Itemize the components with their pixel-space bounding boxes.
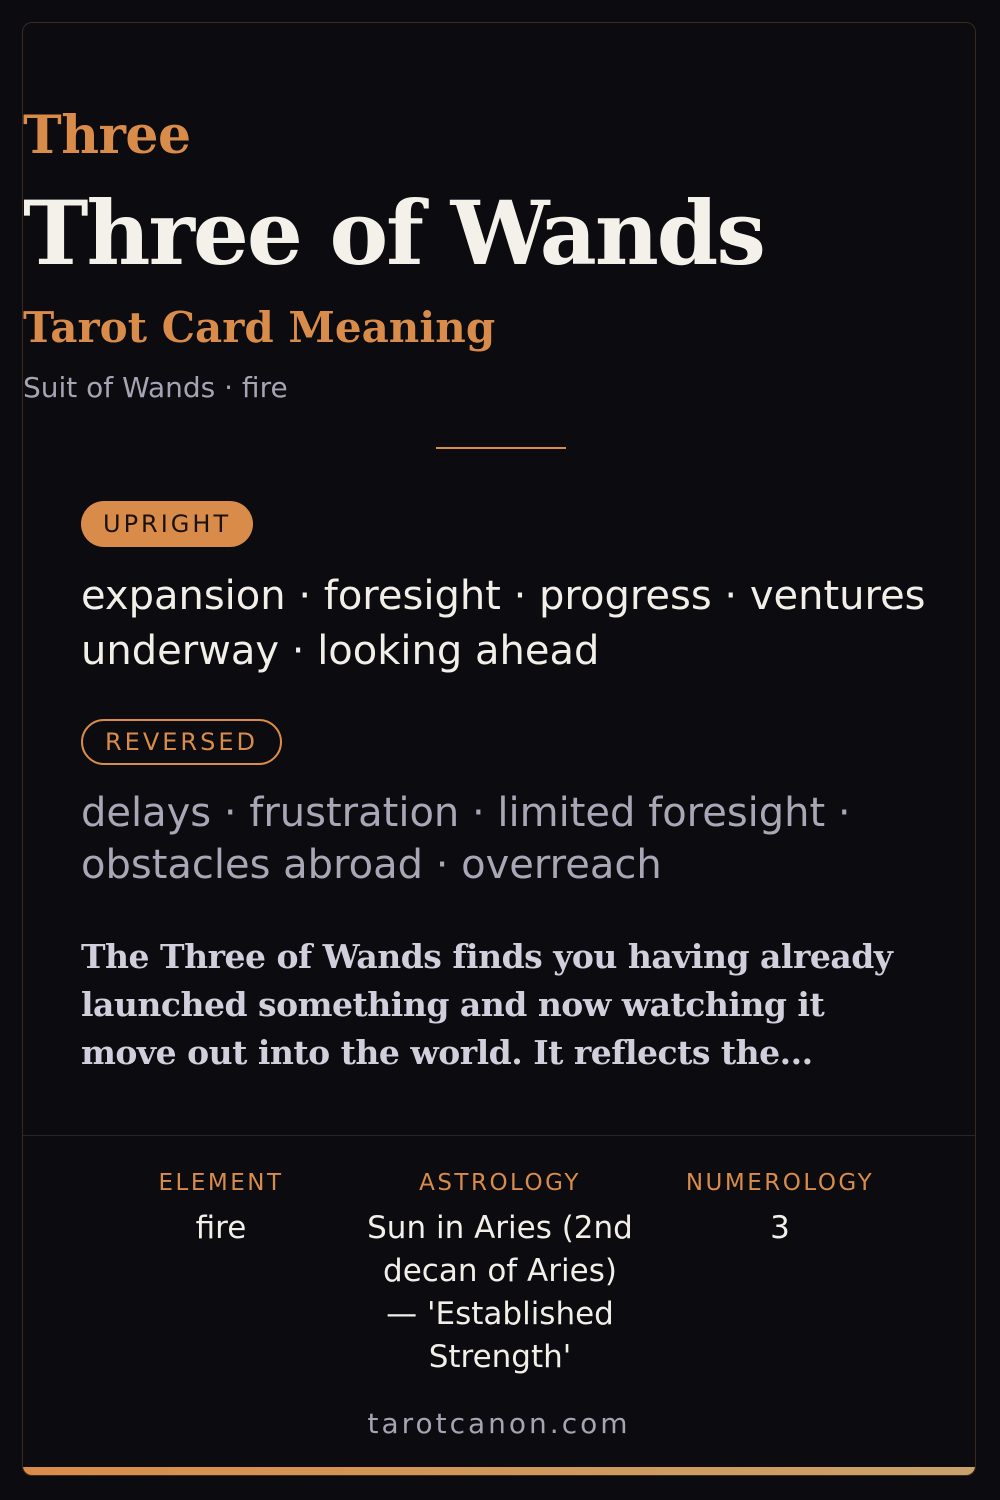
card-subtitle: Tarot Card Meaning xyxy=(23,303,496,352)
fact-element xyxy=(81,1163,361,1250)
fact-astrology-value: Sun in Aries (2nd decan of Aries) — 'Established Strength' xyxy=(367,1210,633,1375)
fact-numerology-label: NUMEROLOGY xyxy=(685,1170,875,1196)
fact-numerology xyxy=(640,1163,920,1250)
facts-row xyxy=(23,1163,975,1403)
card-summary: The Three of Wands finds you having already launched something and now watching it move out into the world. It reflects the... xyxy=(81,937,893,1072)
footer-divider xyxy=(23,1135,975,1136)
fact-numerology-value: 3 xyxy=(770,1210,790,1246)
reversed-badge: REVERSED xyxy=(81,719,282,765)
tarot-card xyxy=(22,22,976,1476)
upright-badge: UPRIGHT xyxy=(81,501,253,547)
fact-element-value: fire xyxy=(195,1210,247,1246)
reversed-keywords: delays · frustration · limited foresight · obstacles abroad · overreach xyxy=(81,790,851,888)
fact-element-label: ELEMENT xyxy=(158,1170,284,1196)
card-title: Three of Wands xyxy=(23,181,764,285)
accent-bar xyxy=(23,1467,975,1475)
card-eyebrow: Three xyxy=(23,105,191,166)
fact-astrology-label: ASTROLOGY xyxy=(419,1170,581,1196)
site-link[interactable]: tarotcanon.com xyxy=(367,1407,631,1440)
upright-keywords: expansion · foresight · progress · ventures underway · looking ahead xyxy=(81,573,926,674)
suit-line: Suit of Wands · fire xyxy=(23,371,288,404)
fact-astrology xyxy=(360,1163,640,1379)
title-divider xyxy=(436,447,566,449)
